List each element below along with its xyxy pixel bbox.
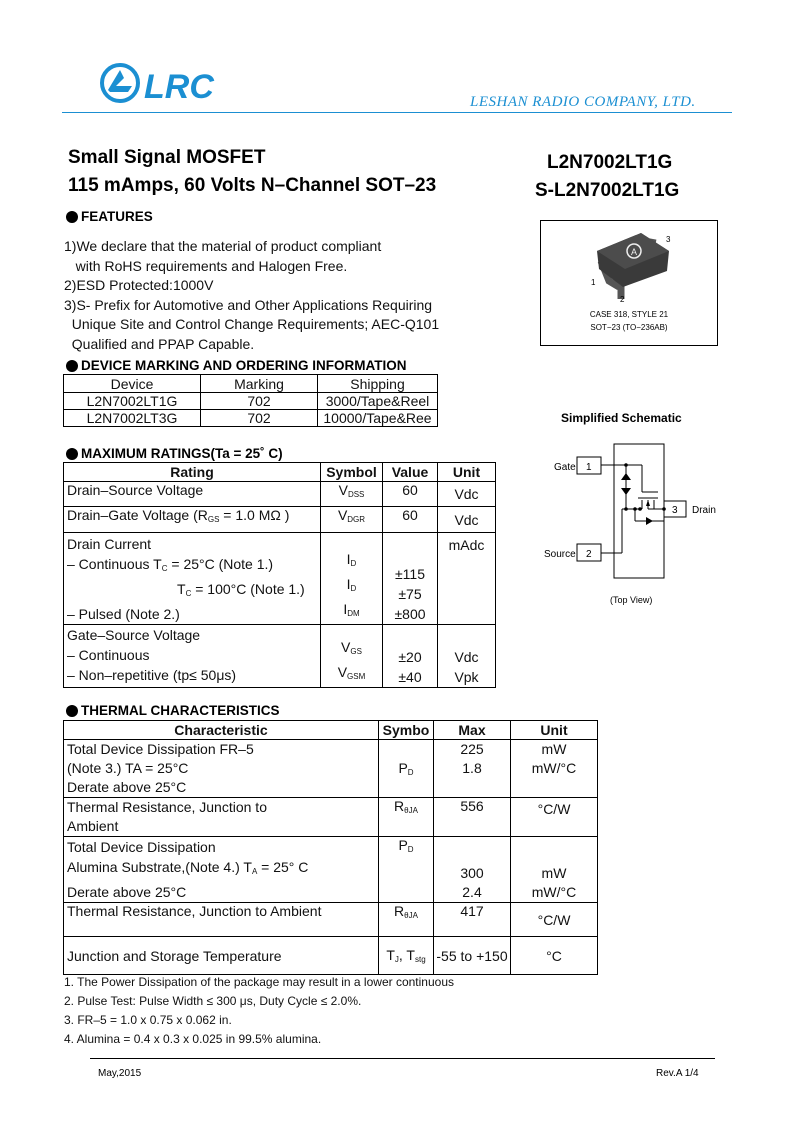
cell-unit: mAdc [438,533,496,625]
header-device: Device [64,375,201,393]
product-title: Small Signal MOSFET [68,147,266,168]
header-shipping: Shipping [318,375,438,393]
cell-value: ±115 ±75 ±800 [383,533,438,625]
ordering-heading [66,358,407,373]
table-row [64,393,438,410]
source-label: Source [544,549,576,560]
schematic-title: Simplified Schematic [561,411,682,425]
sot23-package-icon [541,221,717,311]
cell-max: -55 to +150 [434,937,511,975]
package-case: CASE 318, STYLE 21 [589,310,669,319]
max-ratings-heading [66,446,283,461]
features-heading-text: FEATURES [81,209,153,224]
table-row [64,482,496,507]
cell-rating: Drain–Source Voltage [64,482,321,507]
bullet-icon [66,448,78,460]
max-ratings-table [63,462,496,688]
table-row [64,937,598,975]
cell-characteristic: Total Device Dissipation Alumina Substrate,(Note 4.) $T_A = 25^\circ$ C Derate above 25°C [64,837,379,903]
header-marking: Marking [201,375,318,393]
footer-revision: Rev.A 1/4 [656,1068,699,1079]
cell-unit: °C [511,937,598,975]
features-heading [66,209,153,224]
cell-unit: mW mW/°C [511,740,598,798]
header-max: Max [434,721,511,740]
cell-device: L2N7002LT1G [64,393,201,410]
header-symbol: Symbol [321,463,383,482]
pin-1-label: 1 [591,278,596,287]
table-row [64,837,598,903]
package-type: SOT−23 (TO−236AB) [590,323,668,332]
footer-divider [90,1058,715,1059]
cell-characteristic: Thermal Resistance, Junction to Ambient [64,798,379,837]
header-symbol: Symbo [379,721,434,740]
cell-symbol: $V_{GS}$ $V_{GSM}$ [321,625,383,688]
feature-line: 2)ESD Protected:1000V [64,277,214,293]
package-box [540,220,718,346]
cell-symbol: $T_J$, $T_{stg}$ [379,937,434,975]
gate-label: Gate [554,462,576,473]
header-characteristic: Characteristic [64,721,379,740]
features-list [64,237,439,354]
cell-unit: °C/W [511,903,598,937]
feature-line: 3)S- Prefix for Automotive and Other Applications Requiring [64,296,433,313]
table-row [64,798,598,837]
feature-line: Qualified and PPAP Capable. [64,335,255,352]
part-number-1: L2N7002LT1G [547,152,673,173]
cell-characteristic: Thermal Resistance, Junction to Ambient [64,903,379,937]
cell-value: ±20 ±40 [383,625,438,688]
header-rating: Rating [64,463,321,482]
cell-symbol: $V_{DSS}$ [321,482,383,507]
gate-pin-number: 1 [586,462,592,473]
thermal-heading [66,703,280,718]
header-unit: Unit [511,721,598,740]
note-4: 4. Alumina = 0.4 x 0.3 x 0.025 in 99.5% alumina. [64,1032,322,1046]
cell-rating: Drain–Gate Voltage ($R_{GS} = 1.0$ MΩ ) [64,507,321,533]
bullet-icon [66,360,78,372]
table-row [64,533,496,625]
table-header-row [64,721,598,740]
max-ratings-heading-text: MAXIMUM RATINGS(Ta = 25˚ C) [81,446,283,461]
cell-unit: Vdc Vpk [438,625,496,688]
table-row [64,410,438,427]
cell-value: 60 [383,507,438,533]
notes [64,973,454,1049]
cell-max: 300 2.4 [434,837,511,903]
cell-rating: Drain Current – Continuous $T_C = 25^\circ C$ (Note 1.) $T_C = 100^\circ C$ (Note 1.) – Pulsed (Note 2.) [64,533,321,625]
note-3: 3. FR–5 = 1.0 x 0.75 x 0.062 in. [64,1013,232,1027]
logo-emblem-icon [102,65,138,101]
cell-unit: Vdc [438,507,496,533]
part-number-2: S-L2N7002LT1G [535,180,680,201]
table-row [64,903,598,937]
header-value: Value [383,463,438,482]
table-header-row [64,463,496,482]
source-pin-number: 2 [586,549,592,560]
ordering-table [63,374,438,427]
logo-text: LRC [144,68,214,106]
ordering-heading-text: DEVICE MARKING AND ORDERING INFORMATION [81,358,407,373]
table-row [64,740,598,798]
cell-marking: 702 [201,410,318,427]
feature-line: with RoHS requirements and Halogen Free. [64,257,348,274]
pin-2-label: 2 [620,295,625,304]
thermal-heading-text: THERMAL CHARACTERISTICS [81,703,280,718]
drain-pin-number: 3 [672,505,678,516]
cell-unit: °C/W [511,798,598,837]
cell-shipping: 10000/Tape&Ree [318,410,438,427]
bullet-icon [66,705,78,717]
lrc-logo [98,60,238,106]
feature-line: Unique Site and Control Change Requirements; AEC-Q101 [64,316,440,332]
cell-rating: Gate–Source Voltage – Continuous – Non–repetitive (tp≤ 50μs) [64,625,321,688]
cell-symbol: $P_D$ [379,837,434,903]
pin-3-label: 3 [666,235,671,244]
cell-symbol: $R_{\theta JA}$ [379,798,434,837]
cell-max: 225 1.8 [434,740,511,798]
product-subtitle: 115 mAmps, 60 Volts N–Channel SOT–23 [68,175,437,196]
cell-symbol: $I_D$ $I_D$ $I_{DM}$ [321,533,383,625]
simplified-schematic [540,440,730,615]
cell-unit: mW mW/°C [511,837,598,903]
thermal-table [63,720,598,975]
footer-date: May,2015 [98,1068,142,1079]
table-row [64,625,496,688]
note-2: 2. Pulse Test: Pulse Width ≤ 300 μs, Duty Cycle ≤ 2.0%. [64,994,362,1008]
table-header-row [64,375,438,393]
cell-shipping: 3000/Tape&Reel [318,393,438,410]
table-row [64,507,496,533]
diode-icon [621,463,666,525]
header-divider [62,112,732,113]
cell-device: L2N7002LT3G [64,410,201,427]
note-1: 1. The Power Dissipation of the package may result in a lower continuous [64,975,454,989]
header-unit: Unit [438,463,496,482]
bullet-icon [66,211,78,223]
drain-label: Drain [692,505,716,516]
company-name: LESHAN RADIO COMPANY, LTD. [470,94,696,110]
cell-characteristic: Total Device Dissipation FR–5 (Note 3.) TA = 25°C Derate above 25°C [64,740,379,798]
cell-symbol: $R_{\theta JA}$ [379,903,434,937]
cell-max: 417 [434,903,511,937]
cell-characteristic: Junction and Storage Temperature [64,937,379,975]
cell-symbol: $V_{DGR}$ [321,507,383,533]
cell-max: 556 [434,798,511,837]
cell-marking: 702 [201,393,318,410]
cell-unit: Vdc [438,482,496,507]
svg-text:A: A [631,247,638,257]
top-view-label: (Top View) [610,595,653,605]
cell-value: 60 [383,482,438,507]
cell-symbol: $P_D$ [379,740,434,798]
feature-line: 1)We declare that the material of product compliant [64,238,382,254]
